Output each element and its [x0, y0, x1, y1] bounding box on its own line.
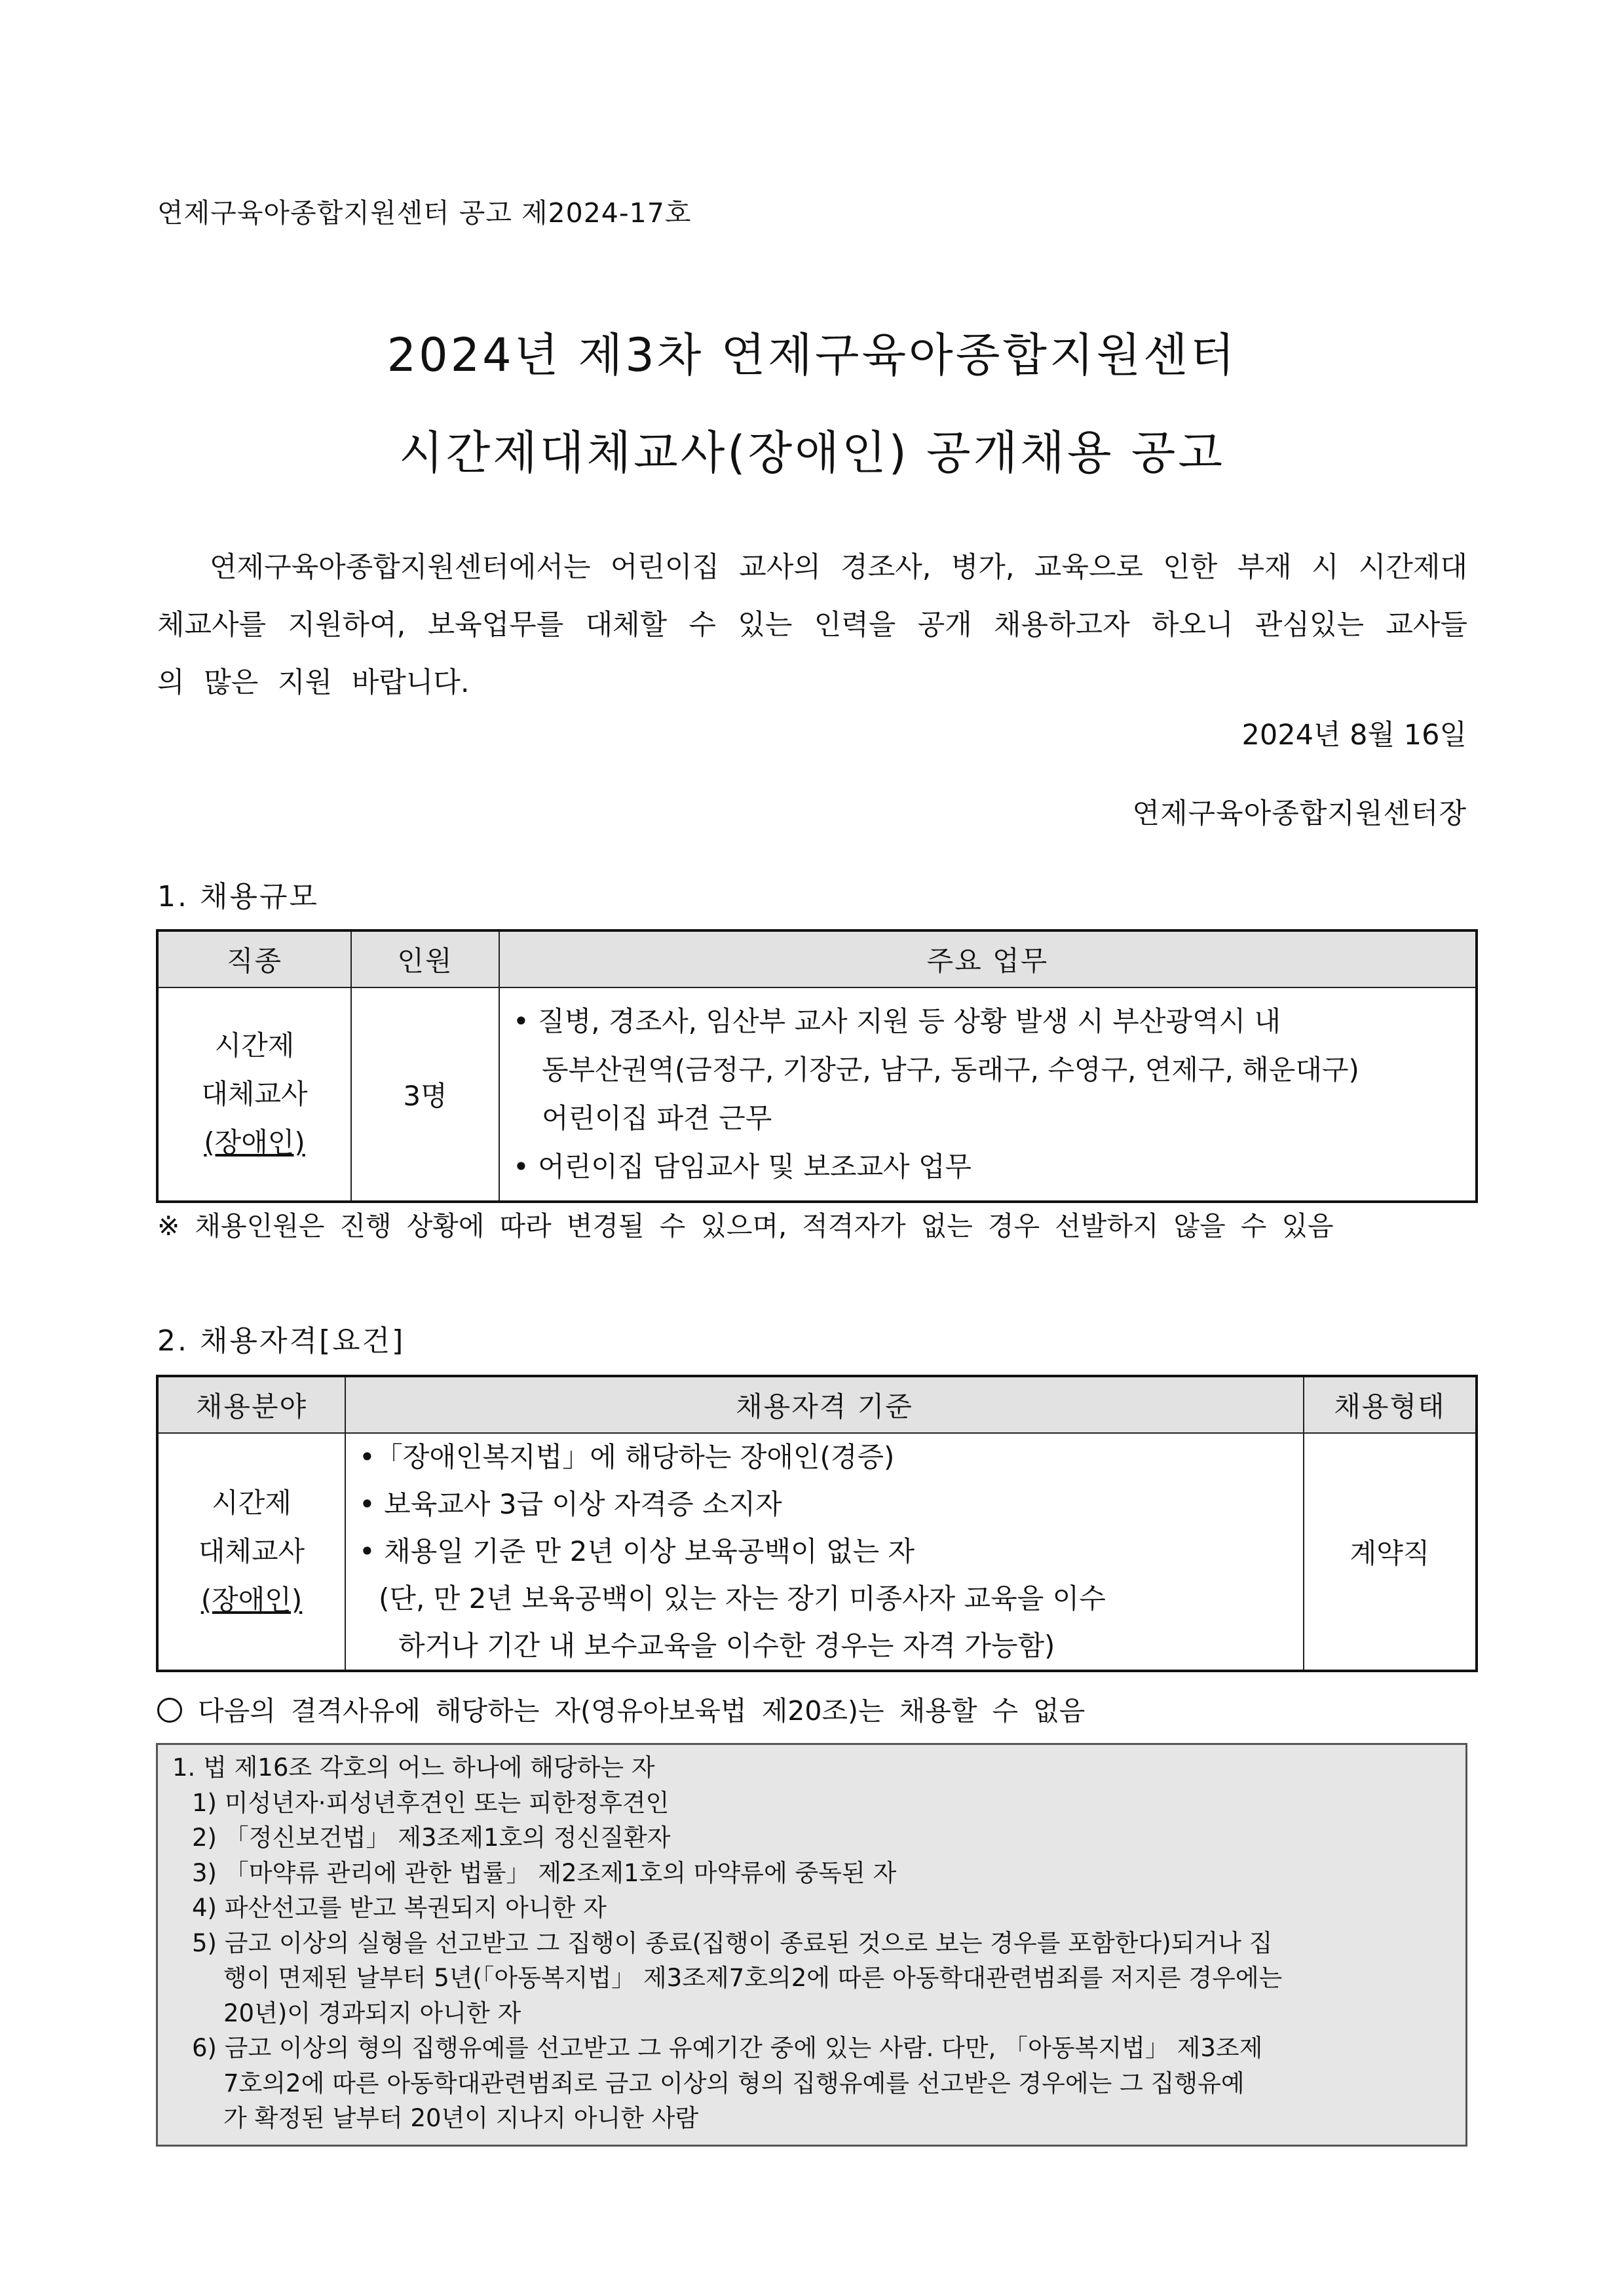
job-line-1: 시간제 [214, 1029, 295, 1062]
intro-paragraph [157, 539, 1467, 712]
disqualification-note [157, 1689, 1085, 1728]
announcement-date: 2024년 8월 16일 [1241, 719, 1467, 752]
criteria-cell [345, 1433, 1304, 1671]
disqualification-note-text: 다음의 결격사유에 해당하는 자(영유아보육법 제20조)는 채용할 수 없음 [198, 1695, 1086, 1727]
list-item-continuation: 가 확정된 날부터 20년이 지나지 아니한 사람 [223, 2104, 699, 2132]
list-item-continuation: 20년)이 경과되지 아니한 자 [223, 1999, 521, 2027]
list-item: 5) 금고 이상의 실형을 선고받고 그 집행이 종료(집행이 종료된 것으로 보는 경우를 포함한다)되거나 집 [192, 1928, 1273, 1957]
list-item: 6) 금고 이상의 형의 집행유예를 선고받고 그 유예기간 중에 있는 사람. 다만, 「아동복지법」 제3조제 [192, 2034, 1263, 2062]
list-item: 1) 미성년자·피성년후견인 또는 피한정후견인 [192, 1788, 670, 1817]
title-line-2: 시간제대체교사(장애인) 공개채용 공고 [398, 426, 1226, 480]
table-row [157, 987, 1477, 1202]
header-field: 채용분야 [157, 1376, 345, 1433]
table-header-row [157, 1376, 1477, 1433]
list-item: 3) 「마약류 관리에 관한 법률」 제2조제1호의 마약류에 중독된 자 [192, 1858, 897, 1887]
section2-heading: 2. 채용자격[요건] [157, 1324, 406, 1358]
recruitment-scale-table [156, 929, 1478, 1203]
duty-1-line-1: • 질병, 경조사, 임산부 교사 지원 등 상황 발생 시 부산광역시 내 [513, 1005, 1281, 1037]
job-type-cell [157, 987, 351, 1202]
job-line-2: 대체교사 [201, 1078, 308, 1110]
duty-1-line-3: 어린이집 파견 근무 [542, 1102, 772, 1134]
issuer: 연제구육아종합지원센터장 [1132, 797, 1467, 830]
job-line-3: (장애인) [204, 1126, 305, 1158]
requirement-3-sub-2: 하거나 기간 내 보수교육을 이수한 경우는 자격 가능함) [398, 1630, 1055, 1662]
disqualification-box [156, 1743, 1467, 2147]
duty-2: • 어린이집 담임교사 및 보조교사 업무 [513, 1151, 972, 1183]
table-row [157, 1433, 1477, 1671]
disqualification-title: 1. 법 제16조 각호의 어느 하나에 해당하는 자 [172, 1753, 655, 1782]
requirement-1: •「장애인복지법」에 해당하는 장애인(경증) [359, 1441, 895, 1473]
list-item: 2) 「정신보건법」 제3조제1호의 정신질환자 [192, 1824, 671, 1852]
requirement-3-sub-1: (단, 만 2년 보육공백이 있는 자는 장기 미종사자 교육을 이수 [379, 1582, 1106, 1615]
employment-type-cell: 계약직 [1304, 1433, 1477, 1671]
header-main-duties: 주요 업무 [499, 930, 1477, 987]
duties-cell [499, 987, 1477, 1202]
list-item-continuation: 행이 면제된 날부터 5년(「아동복지법」 제3조제7호의2에 따른 아동학대관련범죄를 저지른 경우에는 [223, 1964, 1283, 1992]
list-item-continuation: 7호의2에 따른 아동학대관련범죄로 금고 이상의 형의 집행유예를 선고받은 경우에는 그 집행유예 [223, 2069, 1245, 2097]
circle-bullet-icon [157, 1698, 182, 1723]
title-line-1: 2024년 제3차 연제구육아종합지원센터 [387, 328, 1237, 382]
field-line-3: (장애인) [200, 1584, 303, 1616]
header-employment-type: 채용형태 [1304, 1376, 1477, 1433]
section1-heading: 1. 채용규모 [157, 880, 319, 913]
list-item: 4) 파산선고를 받고 복권되지 아니한 자 [192, 1894, 607, 1922]
section1-note: ※ 채용인원은 진행 상황에 따라 변경될 수 있으며, 적격자가 없는 경우 선발하지 않을 수 있음 [157, 1210, 1334, 1242]
field-cell [157, 1433, 345, 1671]
field-line-1: 시간제 [212, 1487, 292, 1519]
requirement-2: • 보육교사 3급 이상 자격증 소지자 [359, 1488, 782, 1520]
notice-number: 연제구육아종합지원센터 공고 제2024-17호 [157, 197, 692, 229]
header-job-type: 직종 [157, 930, 351, 987]
duty-1-line-2: 동부산권역(금정구, 기장군, 남구, 동래구, 수영구, 연제구, 해운대구) [542, 1054, 1359, 1086]
field-line-2: 대체교사 [198, 1535, 305, 1567]
requirement-3: • 채용일 기준 만 2년 이상 보육공백이 없는 자 [359, 1535, 915, 1567]
table-header-row [157, 930, 1477, 987]
header-count: 인원 [351, 930, 499, 987]
count-cell: 3명 [351, 987, 499, 1202]
header-criteria: 채용자격 기준 [345, 1376, 1304, 1433]
intro-text: 연제구육아종합지원센터에서는 어린이집 교사의 경조사, 병가, 교육으로 인한 부재 시 시간제대체교사를 지원하여, 보육업무를 대체할 수 있는 인력을 공개 채용하고자 하오니 관심있는 교사들의 많은 지원 바랍니다. [157, 551, 1467, 699]
qualification-table [156, 1375, 1478, 1672]
